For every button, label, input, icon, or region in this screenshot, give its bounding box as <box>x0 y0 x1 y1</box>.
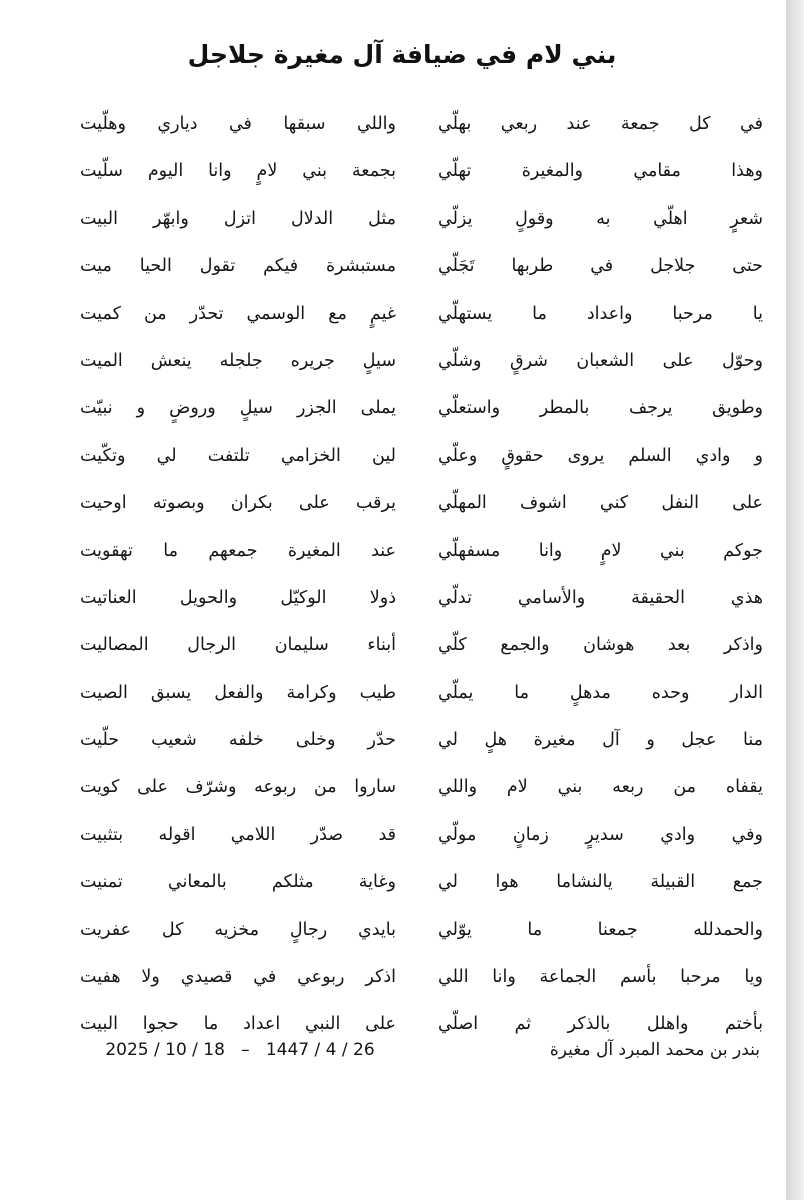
verse-4-second-hemistich: مستبشرة فيكم تقول الحيا ميت <box>80 256 396 277</box>
verse-19 <box>0 954 786 1001</box>
verse-18-first-hemistich: والحمدلله جمعنا ما يوّلي <box>438 919 763 940</box>
verse-5-first-hemistich: يا مرحبا واعداد ما يستهلّي <box>438 303 763 324</box>
verse-3-first-hemistich: شعرٍ اهلّي به وقولٍ يزلّي <box>438 208 763 229</box>
verse-1-first-hemistich: في كل جمعة عند ربعي بهلّي <box>438 114 763 134</box>
verse-16-first-hemistich: وفي وادي سديرٍ زمانٍ مولّي <box>438 824 763 845</box>
verse-12-first-hemistich: واذكر بعد هوشان والجمع كلّي <box>438 635 763 656</box>
verse-9-first-hemistich: على النفل كني اشوف المهلّي <box>438 493 763 514</box>
verse-6 <box>0 338 786 385</box>
verse-2-second-hemistich: بجمعة بني لامٍ وانا اليوم سلّيت <box>80 161 396 182</box>
verse-17-second-hemistich: وغاية مثلكم بالمعاني تمنيت <box>80 872 396 893</box>
poem-title: بني لام في ضيافة آل مغيرة جلاجل <box>187 40 617 69</box>
poem-date: 2025 / 10 / 18 – 1447 / 4 / 26 <box>105 1040 375 1060</box>
verse-2 <box>0 148 786 195</box>
verse-14-second-hemistich: حدّر وخلى خلفه شعيب حلّيت <box>80 730 396 751</box>
verse-1-second-hemistich: واللي سبقها في دياري وهلّيت <box>80 114 396 134</box>
verse-9-second-hemistich: يرقب على بكران وبصوته اوحيت <box>80 493 396 514</box>
verse-15 <box>0 764 786 811</box>
verse-5-second-hemistich: غيمٍ مع الوسمي تحدّر من كميت <box>80 303 396 324</box>
verse-2-first-hemistich: وهذا مقامي والمغيرة تهلّي <box>438 161 763 182</box>
verse-13-second-hemistich: طيب وكرامة والفعل يسبق الصيت <box>80 682 396 703</box>
verse-4-first-hemistich: حتى جلاجل في طربها تَجَلّي <box>438 256 763 277</box>
verse-3 <box>0 196 786 243</box>
verse-15-second-hemistich: ساروا من ربوعه وشرّف على كويت <box>80 777 396 798</box>
verse-17-first-hemistich: جمع القبيلة يالنشاما هوا لي <box>438 872 763 893</box>
verse-19-first-hemistich: ويا مرحبا بأسم الجماعة وانا اللي <box>438 967 763 988</box>
verse-5 <box>0 291 786 338</box>
verse-17 <box>0 859 786 906</box>
verse-3-second-hemistich: مثل الدلال اتزل وابهّر البيت <box>80 208 396 229</box>
verse-13 <box>0 670 786 717</box>
verse-11 <box>0 575 786 622</box>
verse-13-first-hemistich: الدار وحده مدهلٍ ما يملّي <box>438 682 763 703</box>
verse-8-first-hemistich: و وادي السلم يروى حقوقٍ وعلّي <box>438 445 763 466</box>
poet-signature: بندر بن محمد المبرد آل مغيرة <box>549 1040 760 1060</box>
verse-19-second-hemistich: اذكر ربوعي في قصيدي ولا هفيت <box>80 967 396 988</box>
verse-11-first-hemistich: هذي الحقيقة والأسامي تدلّي <box>438 587 763 608</box>
verse-6-first-hemistich: وحوّل على الشعبان شرقٍ وشلّي <box>438 350 763 371</box>
verse-16 <box>0 812 786 859</box>
verse-10-first-hemistich: جوكم بني لامٍ وانا مسفهلّي <box>438 540 763 561</box>
verse-10 <box>0 528 786 575</box>
verse-20-second-hemistich: على النبي اعداد ما حجوا البيت <box>80 1014 396 1035</box>
verse-20-first-hemistich: بأختم واهلل بالذكر ثم اصلّي <box>438 1014 763 1035</box>
verse-14 <box>0 717 786 764</box>
verse-1 <box>0 101 786 148</box>
verse-15-first-hemistich: يقفاه من ربعه بني لام واللي <box>438 777 763 798</box>
verse-12-second-hemistich: أبناء سليمان الرجال المصاليت <box>80 635 396 656</box>
verse-14-first-hemistich: منا عجل و آل مغيرة هلٍ لي <box>438 730 763 751</box>
verse-8 <box>0 433 786 480</box>
verse-7-first-hemistich: وطويق يرجف بالمطر واستعلّي <box>438 398 763 419</box>
verse-8-second-hemistich: لين الخزامي تلتفت لي وتكّيت <box>80 445 396 466</box>
verse-6-second-hemistich: سيلٍ جريره جلجله ينعش الميت <box>80 350 396 371</box>
verse-18 <box>0 907 786 954</box>
verse-11-second-hemistich: ذولا الوكيّل والحويل العناتيت <box>80 587 396 608</box>
verse-10-second-hemistich: عند المغيرة جمعهم ما تهقويت <box>80 540 396 561</box>
verse-12 <box>0 622 786 669</box>
verse-18-second-hemistich: بايدي رجالٍ مخزيه كل عفريت <box>80 919 396 940</box>
verse-16-second-hemistich: قد صدّر اللامي اقوله بتثبيت <box>80 824 396 845</box>
page-edge-shadow <box>786 0 804 1200</box>
verse-4 <box>0 243 786 290</box>
poem-verses <box>0 101 786 1049</box>
verse-7-second-hemistich: يملى الجزر سيلٍ وروضٍ و نبيّت <box>80 398 396 419</box>
verse-7 <box>0 385 786 432</box>
verse-9 <box>0 480 786 527</box>
